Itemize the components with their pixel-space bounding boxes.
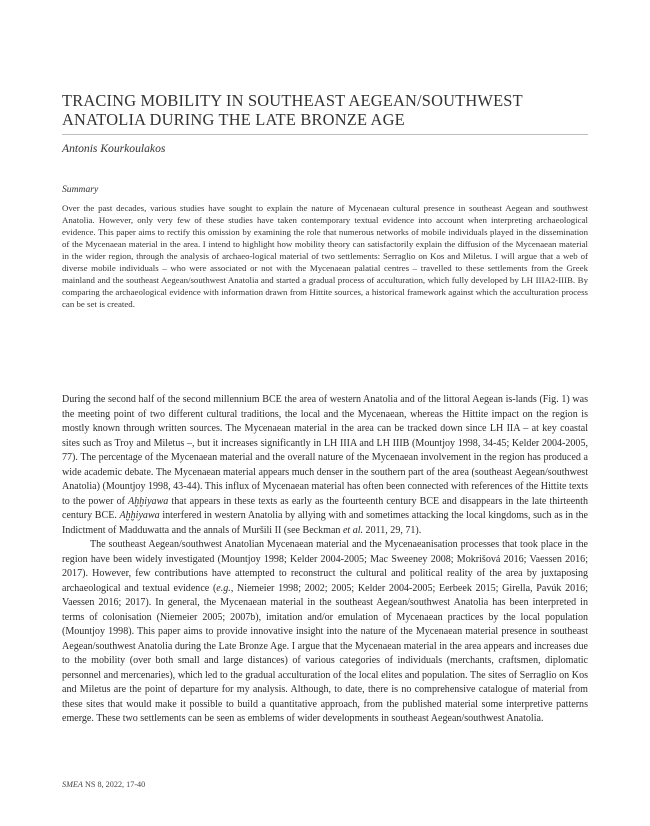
- p1-part-b: that appears in these texts as early as the fourteenth century BCE and disappears in the late thirteenth century BCE.: [62, 495, 588, 521]
- eg-term: e.g.: [216, 582, 231, 594]
- summary-heading: Summary: [62, 184, 99, 195]
- p2-part-b: , Niemeier 1998; 2002; 2005; Kelder 2004-2005; Eerbeek 2015; Girella, Pavúk 2016; Vaessen 2016; 2017). In general, the Mycenaean material in the southeast Aegean/southwest Anatolia has been interpreted in terms of colonisation (Niemeier 2005; 2007b), imitation and/or emulation of Mycenaean practices by the local population (Mountjoy 1998). This paper aims to provide innovative insight into the nature of the Mycenaean material presence in southeast Aegean/southwest Anatolia during the Late Bronze Age. I argue that the Mycenaean material in the area appears and increases due to the mobility (over both small and large distances) of various categories of individuals (merchants, craftsmen, diplomatic personnel and mercenaries), which led to the gradual acculturation of the local elites and population. The sites of Serraglio on Kos and Miletus are the point of departure for my analysis. Although, to date, there is no comprehensive catalogue of material from these sites that would make it possible to build a quantitative approach, from the published material some interpretive patterns emerge. These two settlements can be seen as emblems of wider developments in southeast Aegean/southwest Anatolia.: [62, 582, 588, 724]
- paper-title: TRACING MOBILITY IN SOUTHEAST AEGEAN/SOUTHWEST ANATOLIA DURING THE LATE BRONZE AGE: [62, 91, 523, 129]
- journal-issue: NS 8, 2022, 17-40: [82, 780, 146, 789]
- p1-part-c: interfered in western Anatolia by allying with and sometimes attacking the local kingdoms, such as in the Indictment of Madduwatta and the annals of Muršili II (see Beckman: [62, 510, 588, 536]
- p1-part-a: During the second half of the second millennium BCE the area of western Anatolia and of the littoral Aegean is-lands (Fig. 1) was the meeting point of two different cultural traditions, the local and the Mycenaean, whereas the Hittite impact on the region is mostly known through written sources. The Mycenaean material in the area can be tracked down since LH IIA – at key coastal sites such as Troy and Miletus –, but it increases significantly in LH IIIA and LH IIIB (Mountjoy 1998, 34-45; Kelder 2004-2005, 77). The percentage of the Mycenaean material and the overall nature of the Mycenaean involvement in the region has produced a wide academic debate. The Mycenaean material appears much denser in the southern part of the area (southeast Aegean/southwest Anatolia) (Mountjoy 1998, 43-44). This influx of Mycenaean material has often been connected with references of the Hittite texts to the power of: [62, 394, 588, 507]
- title-divider: [62, 134, 588, 135]
- journal-name: SMEA: [62, 780, 83, 789]
- paragraph-1: [62, 393, 588, 538]
- ahhiyawa-term: Aḫḫiyawa: [119, 510, 160, 521]
- p1-part-d: 2011, 29, 71).: [363, 524, 422, 536]
- paragraph-2: [62, 538, 588, 727]
- ahhiyawa-term: Aḫḫiyawa: [128, 495, 169, 507]
- summary-text: Over the past decades, various studies have sought to explain the nature of Mycenaean cultural presence in southeast Aegean and southwest Anatolia. However, only very few of these studies have taken contemporary textual evidence into account when interpreting archaeological evidence. This paper aims to rectify this omission by examining the role that numerous networks of mobile individuals played in the dissemination of the Mycenaean material in the area. I intend to highlight how mobility theory can satisfactorily explain the diffusion of the Mycenaean material in the wider region, through the analysis of archaeo-logical material of two settlements: Serraglio on Kos and Miletus. I will argue that a web of diverse mobile individuals – who were associated or not with the Mycenaean palatial centres – travelled to these settlements from the Greek mainland and the southeast Aegean/southwest Anatolia and started a gradual process of acculturation, which fully developed by LH IIIA2-IIIB. By comparing the archaeological evidence with information drawn from Hittite sources, a historical framework against which the acculturation process can be set is created.: [62, 203, 588, 310]
- journal-footer: [62, 780, 145, 789]
- body-text: [62, 393, 588, 727]
- p2-part-a: The southeast Aegean/southwest Anatolian Mycenaean material and the Mycenaeanisation processes that took place in the region have been widely investigated (Mountjoy 1998; Kelder 2004-2005; Mac Sweeney 2008; Mokrišová 2016; Vaessen 2016; 2017). However, few contributions have attempted to reconstruct the cultural and political reality of the area by juxtaposing archaeological and textual evidence (: [62, 539, 588, 594]
- et-al-term: et al.: [342, 524, 364, 536]
- author-name: Antonis Kourkoulakos: [62, 142, 166, 155]
